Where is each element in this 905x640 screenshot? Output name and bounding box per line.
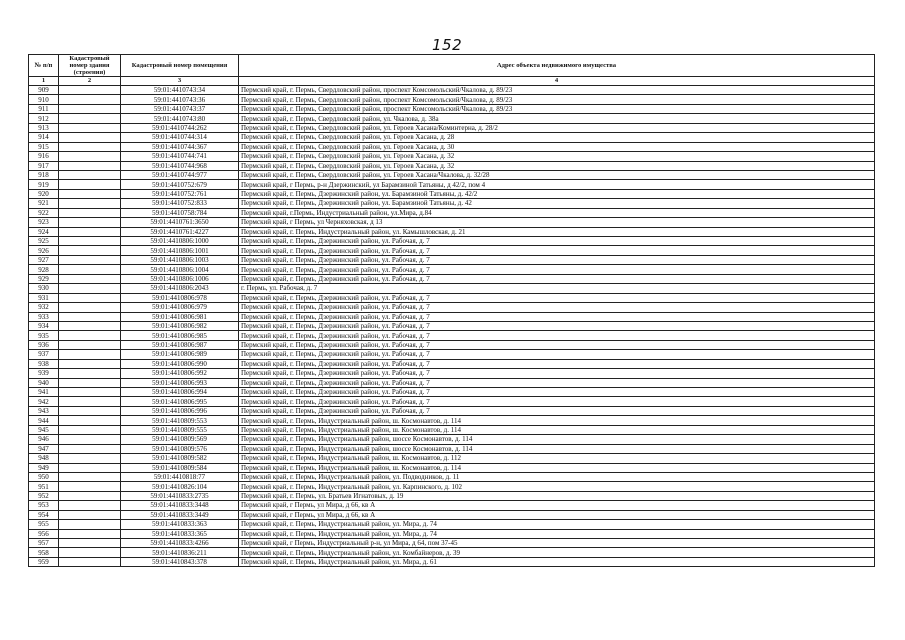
- table-row: [29, 378, 875, 387]
- row-number-cell: 950: [29, 472, 59, 481]
- row-number-cell: 945: [29, 425, 59, 434]
- table-row: [29, 548, 875, 557]
- building-cadastral-cell: [59, 406, 121, 415]
- building-cadastral-cell: [59, 454, 121, 463]
- address-cell: Пермский край, г. Пермь, Дзержинский район, ул. Рабочая, д. 7: [239, 350, 875, 359]
- building-cadastral-cell: [59, 425, 121, 434]
- address-cell: Пермский край, г. Пермь, Индустриальный район, ул. Камышловская, д. 21: [239, 227, 875, 236]
- building-cadastral-cell: [59, 133, 121, 142]
- building-cadastral-cell: [59, 557, 121, 566]
- row-number-cell: 932: [29, 303, 59, 312]
- address-cell: Пермский край, г. Пермь, Дзержинский район, ул. Рабочая, д. 7: [239, 359, 875, 368]
- address-cell: Пермский край, г. Пермь, Дзержинский район, ул. Рабочая, д. 7: [239, 312, 875, 321]
- premise-cadastral-cell: 59:01:4410744:968: [121, 161, 239, 170]
- table-row: [29, 133, 875, 142]
- row-number-cell: 938: [29, 359, 59, 368]
- table-row: [29, 331, 875, 340]
- building-cadastral-cell: [59, 548, 121, 557]
- premise-cadastral-cell: 59:01:4410833:363: [121, 520, 239, 529]
- premise-cadastral-cell: 59:01:4410744:977: [121, 170, 239, 179]
- address-cell: Пермский край, г. Пермь, Дзержинский район, ул. Рабочая, д. 7: [239, 406, 875, 415]
- address-cell: Пермский край, г Пермь, ул Мира, д 66, кв А: [239, 501, 875, 510]
- building-cadastral-cell: [59, 95, 121, 104]
- row-number-cell: 948: [29, 454, 59, 463]
- table-body: [29, 86, 875, 567]
- premise-cadastral-cell: 59:01:4410833:3448: [121, 501, 239, 510]
- premise-cadastral-cell: 59:01:4410743:34: [121, 86, 239, 95]
- address-cell: г. Пермь, ул. Рабочая, д. 7: [239, 284, 875, 293]
- property-register-table: [28, 54, 875, 567]
- premise-cadastral-cell: 59:01:4410843:378: [121, 557, 239, 566]
- building-cadastral-cell: [59, 199, 121, 208]
- row-number-cell: 931: [29, 293, 59, 302]
- building-cadastral-cell: [59, 359, 121, 368]
- table-row: [29, 114, 875, 123]
- premise-cadastral-cell: 59:01:4410806:982: [121, 321, 239, 330]
- building-cadastral-cell: [59, 293, 121, 302]
- address-cell: Пермский край, г. Пермь, ул. Братьев Игнатовых, д. 19: [239, 491, 875, 500]
- row-number-cell: 943: [29, 406, 59, 415]
- row-number-cell: 935: [29, 331, 59, 340]
- address-cell: Пермский край, г. Пермь, Свердловский район, проспект Комсомольский/Чкалова, д. 89/23: [239, 104, 875, 113]
- building-cadastral-cell: [59, 237, 121, 246]
- premise-cadastral-cell: 59:01:4410758:784: [121, 208, 239, 217]
- row-number-cell: 917: [29, 161, 59, 170]
- table-row: [29, 199, 875, 208]
- address-cell: Пермский край, г. Пермь, Индустриальный район, ш. Космонавтов, д. 114: [239, 463, 875, 472]
- row-number-cell: 944: [29, 416, 59, 425]
- premise-cadastral-cell: 59:01:4410743:80: [121, 114, 239, 123]
- table-row: [29, 501, 875, 510]
- table-row: [29, 472, 875, 481]
- address-cell: Пермский край, г. Пермь, Дзержинский район, ул. Рабочая, д. 7: [239, 237, 875, 246]
- table-row: [29, 416, 875, 425]
- address-cell: Пермский край, г Пермь, ул Черняховская, д 13: [239, 218, 875, 227]
- row-number-cell: 911: [29, 104, 59, 113]
- premise-cadastral-cell: 59:01:4410806:989: [121, 350, 239, 359]
- building-cadastral-cell: [59, 340, 121, 349]
- table-row: [29, 265, 875, 274]
- table-row: [29, 359, 875, 368]
- building-cadastral-cell: [59, 435, 121, 444]
- table-row: [29, 312, 875, 321]
- premise-cadastral-cell: 59:01:4410826:104: [121, 482, 239, 491]
- building-cadastral-cell: [59, 369, 121, 378]
- row-number-cell: 923: [29, 218, 59, 227]
- table-row: [29, 529, 875, 538]
- row-number-cell: 942: [29, 397, 59, 406]
- premise-cadastral-cell: 59:01:4410806:993: [121, 378, 239, 387]
- building-cadastral-cell: [59, 161, 121, 170]
- header-building-cadastral: Кадастровый номер здания (строения): [59, 55, 121, 77]
- page-number: 152: [432, 36, 463, 54]
- table-row: [29, 237, 875, 246]
- table-row: [29, 142, 875, 151]
- address-cell: Пермский край, г. Пермь, Дзержинский район, ул. Рабочая, д. 7: [239, 321, 875, 330]
- building-cadastral-cell: [59, 189, 121, 198]
- row-number-cell: 958: [29, 548, 59, 557]
- header-address: Адрес объекта недвижимого имущества: [239, 55, 875, 77]
- table-row: [29, 557, 875, 566]
- table-row: [29, 510, 875, 519]
- address-cell: Пермский край, г. Пермь, Индустриальный район, ш. Космонавтов, д. 114: [239, 425, 875, 434]
- building-cadastral-cell: [59, 397, 121, 406]
- row-number-cell: 954: [29, 510, 59, 519]
- premise-cadastral-cell: 59:01:4410743:36: [121, 95, 239, 104]
- row-number-cell: 947: [29, 444, 59, 453]
- table-row: [29, 274, 875, 283]
- table-row: [29, 406, 875, 415]
- row-number-cell: 941: [29, 388, 59, 397]
- row-number-cell: 924: [29, 227, 59, 236]
- address-cell: Пермский край, г. Пермь, Свердловский район, ул. Героев Хасана/Коминтерна, д. 28/2: [239, 123, 875, 132]
- building-cadastral-cell: [59, 463, 121, 472]
- building-cadastral-cell: [59, 510, 121, 519]
- building-cadastral-cell: [59, 246, 121, 255]
- address-cell: Пермский край, г. Пермь, Дзержинский район, ул. Рабочая, д. 7: [239, 246, 875, 255]
- address-cell: Пермский край, г. Пермь, Свердловский район, ул. Героев Хасана, д. 32: [239, 161, 875, 170]
- premise-cadastral-cell: 59:01:4410806:981: [121, 312, 239, 321]
- address-cell: Пермский край, г. Пермь, Свердловский район, ул. Героев Хасана, д. 28: [239, 133, 875, 142]
- address-cell: Пермский край, г.Пермь, Индустриальный район, ул.Мира, д.84: [239, 208, 875, 217]
- building-cadastral-cell: [59, 218, 121, 227]
- building-cadastral-cell: [59, 114, 121, 123]
- row-number-cell: 936: [29, 340, 59, 349]
- premise-cadastral-cell: 59:01:4410806:1000: [121, 237, 239, 246]
- premise-cadastral-cell: 59:01:4410806:985: [121, 331, 239, 340]
- address-cell: Пермский край, г. Пермь, Индустриальный район, ул. Карпинского, д. 102: [239, 482, 875, 491]
- table-row: [29, 246, 875, 255]
- row-number-cell: 929: [29, 274, 59, 283]
- table-row: [29, 95, 875, 104]
- row-number-cell: 912: [29, 114, 59, 123]
- address-cell: Пермский край, г. Пермь, Индустриальный район, ш. Космонавтов, д. 114: [239, 416, 875, 425]
- row-number-cell: 919: [29, 180, 59, 189]
- address-cell: Пермский край, г. Пермь, Свердловский район, проспект Комсомольский/Чкалова, д. 89/23: [239, 95, 875, 104]
- row-number-cell: 915: [29, 142, 59, 151]
- premise-cadastral-cell: 59:01:4410806:994: [121, 388, 239, 397]
- building-cadastral-cell: [59, 491, 121, 500]
- premise-cadastral-cell: 59:01:4410809:569: [121, 435, 239, 444]
- table-row: [29, 397, 875, 406]
- row-number-cell: 933: [29, 312, 59, 321]
- row-number-cell: 939: [29, 369, 59, 378]
- address-cell: Пермский край, г. Пермь, Индустриальный район, ул. Комбайнеров, д. 39: [239, 548, 875, 557]
- building-cadastral-cell: [59, 482, 121, 491]
- address-cell: Пермский край, г. Пермь, Дзержинский район, ул. Рабочая, д. 7: [239, 265, 875, 274]
- column-number: 4: [239, 77, 875, 86]
- building-cadastral-cell: [59, 255, 121, 264]
- table-row: [29, 388, 875, 397]
- table-row: [29, 321, 875, 330]
- premise-cadastral-cell: 59:01:4410806:1003: [121, 255, 239, 264]
- premise-cadastral-cell: 59:01:4410743:37: [121, 104, 239, 113]
- address-cell: Пермский край, г. Пермь, Дзержинский район, ул. Рабочая, д. 7: [239, 293, 875, 302]
- address-cell: Пермский край, г. Пермь, Дзержинский район, ул. Рабочая, д. 7: [239, 388, 875, 397]
- building-cadastral-cell: [59, 312, 121, 321]
- building-cadastral-cell: [59, 265, 121, 274]
- premise-cadastral-cell: 59:01:4410809:553: [121, 416, 239, 425]
- table-row: [29, 104, 875, 113]
- address-cell: Пермский край, г. Пермь, Индустриальный район, ул. Подводников, д. 11: [239, 472, 875, 481]
- building-cadastral-cell: [59, 152, 121, 161]
- row-number-cell: 922: [29, 208, 59, 217]
- premise-cadastral-cell: 59:01:4410833:4266: [121, 539, 239, 548]
- premise-cadastral-cell: 59:01:4410744:741: [121, 152, 239, 161]
- address-cell: Пермский край, г. Пермь, Свердловский район, ул. Героев Хасана, д. 30: [239, 142, 875, 151]
- row-number-cell: 909: [29, 86, 59, 95]
- table-row: [29, 218, 875, 227]
- building-cadastral-cell: [59, 170, 121, 179]
- table-row: [29, 255, 875, 264]
- address-cell: Пермский край, г Пермь, р-н Дзержинский, ул Барамзиной Татьяны, д 42/2, пом 4: [239, 180, 875, 189]
- row-number-cell: 928: [29, 265, 59, 274]
- premise-cadastral-cell: 59:01:4410806:2043: [121, 284, 239, 293]
- table-row: [29, 123, 875, 132]
- building-cadastral-cell: [59, 86, 121, 95]
- column-number: 2: [59, 77, 121, 86]
- table-row: [29, 208, 875, 217]
- table-row: [29, 444, 875, 453]
- building-cadastral-cell: [59, 378, 121, 387]
- premise-cadastral-cell: 59:01:4410833:365: [121, 529, 239, 538]
- table-row: [29, 227, 875, 236]
- building-cadastral-cell: [59, 416, 121, 425]
- premise-cadastral-cell: 59:01:4410744:262: [121, 123, 239, 132]
- row-number-cell: 949: [29, 463, 59, 472]
- building-cadastral-cell: [59, 142, 121, 151]
- premise-cadastral-cell: 59:01:4410752:679: [121, 180, 239, 189]
- row-number-cell: 921: [29, 199, 59, 208]
- premise-cadastral-cell: 59:01:4410806:995: [121, 397, 239, 406]
- row-number-cell: 920: [29, 189, 59, 198]
- premise-cadastral-cell: 59:01:4410761:4227: [121, 227, 239, 236]
- table-row: [29, 350, 875, 359]
- table-row: [29, 340, 875, 349]
- row-number-cell: 955: [29, 520, 59, 529]
- address-cell: Пермский край, г. Пермь, Индустриальный район, шоссе Космонавтов, д. 114: [239, 435, 875, 444]
- row-number-cell: 927: [29, 255, 59, 264]
- premise-cadastral-cell: 59:01:4410744:314: [121, 133, 239, 142]
- address-cell: Пермский край, г. Пермь, Дзержинский район, ул. Рабочая, д. 7: [239, 369, 875, 378]
- table-row: [29, 303, 875, 312]
- table-row: [29, 539, 875, 548]
- table-row: [29, 425, 875, 434]
- address-cell: Пермский край, г. Пермь, Дзержинский район, ул. Рабочая, д. 7: [239, 331, 875, 340]
- premise-cadastral-cell: 59:01:4410833:3449: [121, 510, 239, 519]
- premise-cadastral-cell: 59:01:4410809:576: [121, 444, 239, 453]
- row-number-cell: 914: [29, 133, 59, 142]
- premise-cadastral-cell: 59:01:4410752:833: [121, 199, 239, 208]
- address-cell: Пермский край, г. Пермь, Индустриальный район, ш. Космонавтов, д. 112: [239, 454, 875, 463]
- table-row: [29, 293, 875, 302]
- building-cadastral-cell: [59, 331, 121, 340]
- row-number-cell: 913: [29, 123, 59, 132]
- building-cadastral-cell: [59, 104, 121, 113]
- building-cadastral-cell: [59, 388, 121, 397]
- address-cell: Пермский край, г. Пермь, Индустриальный район, шоссе Космонавтов, д. 114: [239, 444, 875, 453]
- address-cell: Пермский край, г Пермь, ул Мира, д 66, кв А: [239, 510, 875, 519]
- premise-cadastral-cell: 59:01:4410806:996: [121, 406, 239, 415]
- address-cell: Пермский край, г. Пермь, Свердловский район, ул. Героев Хасана, д. 32: [239, 152, 875, 161]
- row-number-cell: 959: [29, 557, 59, 566]
- building-cadastral-cell: [59, 208, 121, 217]
- address-cell: Пермский край, г. Пермь, Свердловский район, ул. Героев Хасана/Чкалова, д. 32/28: [239, 170, 875, 179]
- row-number-cell: 926: [29, 246, 59, 255]
- table-row: [29, 189, 875, 198]
- building-cadastral-cell: [59, 284, 121, 293]
- table-header-row: [29, 55, 875, 77]
- table-row: [29, 520, 875, 529]
- building-cadastral-cell: [59, 529, 121, 538]
- premise-cadastral-cell: 59:01:4410806:992: [121, 369, 239, 378]
- table-row: [29, 170, 875, 179]
- row-number-cell: 956: [29, 529, 59, 538]
- address-cell: Пермский край, г. Пермь, Дзержинский район, ул. Барамзиной Татьяны, д. 42: [239, 199, 875, 208]
- row-number-cell: 952: [29, 491, 59, 500]
- premise-cadastral-cell: 59:01:4410806:979: [121, 303, 239, 312]
- header-number: № п/п: [29, 55, 59, 77]
- table-row: [29, 491, 875, 500]
- premise-cadastral-cell: 59:01:4410836:211: [121, 548, 239, 557]
- building-cadastral-cell: [59, 539, 121, 548]
- building-cadastral-cell: [59, 274, 121, 283]
- row-number-cell: 953: [29, 501, 59, 510]
- address-cell: Пермский край, г. Пермь, Дзержинский район, ул. Рабочая, д. 7: [239, 378, 875, 387]
- premise-cadastral-cell: 59:01:4410833:2735: [121, 491, 239, 500]
- row-number-cell: 937: [29, 350, 59, 359]
- premise-cadastral-cell: 59:01:4410761:3650: [121, 218, 239, 227]
- building-cadastral-cell: [59, 321, 121, 330]
- row-number-cell: 951: [29, 482, 59, 491]
- building-cadastral-cell: [59, 472, 121, 481]
- row-number-cell: 910: [29, 95, 59, 104]
- building-cadastral-cell: [59, 444, 121, 453]
- address-cell: Пермский край, г. Пермь, Дзержинский район, ул. Рабочая, д. 7: [239, 255, 875, 264]
- premise-cadastral-cell: 59:01:4410806:1006: [121, 274, 239, 283]
- address-cell: Пермский край, г Пермь, Индустриальный р-н, ул Мира, д 64, пом 37-45: [239, 539, 875, 548]
- table-row: [29, 369, 875, 378]
- building-cadastral-cell: [59, 303, 121, 312]
- address-cell: Пермский край, г. Пермь, Индустриальный район, ул. Мира, д. 61: [239, 557, 875, 566]
- building-cadastral-cell: [59, 501, 121, 510]
- building-cadastral-cell: [59, 227, 121, 236]
- table-row: [29, 86, 875, 95]
- row-number-cell: 918: [29, 170, 59, 179]
- address-cell: Пермский край, г. Пермь, Индустриальный район, ул. Мира, д. 74: [239, 529, 875, 538]
- premise-cadastral-cell: 59:01:4410809:584: [121, 463, 239, 472]
- premise-cadastral-cell: 59:01:4410806:987: [121, 340, 239, 349]
- building-cadastral-cell: [59, 180, 121, 189]
- row-number-cell: 946: [29, 435, 59, 444]
- row-number-cell: 925: [29, 237, 59, 246]
- premise-cadastral-cell: 59:01:4410809:555: [121, 425, 239, 434]
- row-number-cell: 916: [29, 152, 59, 161]
- row-number-cell: 940: [29, 378, 59, 387]
- address-cell: Пермский край, г. Пермь, Дзержинский район, ул. Рабочая, д. 7: [239, 397, 875, 406]
- address-cell: Пермский край, г. Пермь, Дзержинский район, ул. Рабочая, д. 7: [239, 274, 875, 283]
- address-cell: Пермский край, г. Пермь, Дзержинский район, ул. Рабочая, д. 7: [239, 340, 875, 349]
- row-number-cell: 930: [29, 284, 59, 293]
- address-cell: Пермский край, г. Пермь, Свердловский район, ул. Чкалова, д. 38а: [239, 114, 875, 123]
- premise-cadastral-cell: 59:01:4410806:990: [121, 359, 239, 368]
- address-cell: Пермский край, г. Пермь, Индустриальный район, ул. Мира, д. 74: [239, 520, 875, 529]
- table-row: [29, 482, 875, 491]
- address-cell: Пермский край, г. Пермь, Свердловский район, проспект Комсомольский/Чкалова, д. 89/23: [239, 86, 875, 95]
- premise-cadastral-cell: 59:01:4410809:582: [121, 454, 239, 463]
- building-cadastral-cell: [59, 520, 121, 529]
- column-number: 1: [29, 77, 59, 86]
- address-cell: Пермский край, г. Пермь, Дзержинский район, ул. Рабочая, д. 7: [239, 303, 875, 312]
- table-row: [29, 161, 875, 170]
- building-cadastral-cell: [59, 350, 121, 359]
- row-number-cell: 934: [29, 321, 59, 330]
- premise-cadastral-cell: 59:01:4410744:367: [121, 142, 239, 151]
- column-number: 3: [121, 77, 239, 86]
- premise-cadastral-cell: 59:01:4410752:761: [121, 189, 239, 198]
- premise-cadastral-cell: 59:01:4410806:1004: [121, 265, 239, 274]
- address-cell: Пермский край, г. Пермь, Дзержинский район, ул. Барамзиной Татьяны, д. 42/2: [239, 189, 875, 198]
- table-row: [29, 152, 875, 161]
- table-row: [29, 180, 875, 189]
- premise-cadastral-cell: 59:01:4410818:77: [121, 472, 239, 481]
- premise-cadastral-cell: 59:01:4410806:978: [121, 293, 239, 302]
- table-row: [29, 284, 875, 293]
- column-number-row: [29, 77, 875, 86]
- premise-cadastral-cell: 59:01:4410806:1001: [121, 246, 239, 255]
- table-row: [29, 463, 875, 472]
- row-number-cell: 957: [29, 539, 59, 548]
- building-cadastral-cell: [59, 123, 121, 132]
- table-row: [29, 454, 875, 463]
- table-row: [29, 435, 875, 444]
- header-premise-cadastral: Кадастровый номер помещения: [121, 55, 239, 77]
